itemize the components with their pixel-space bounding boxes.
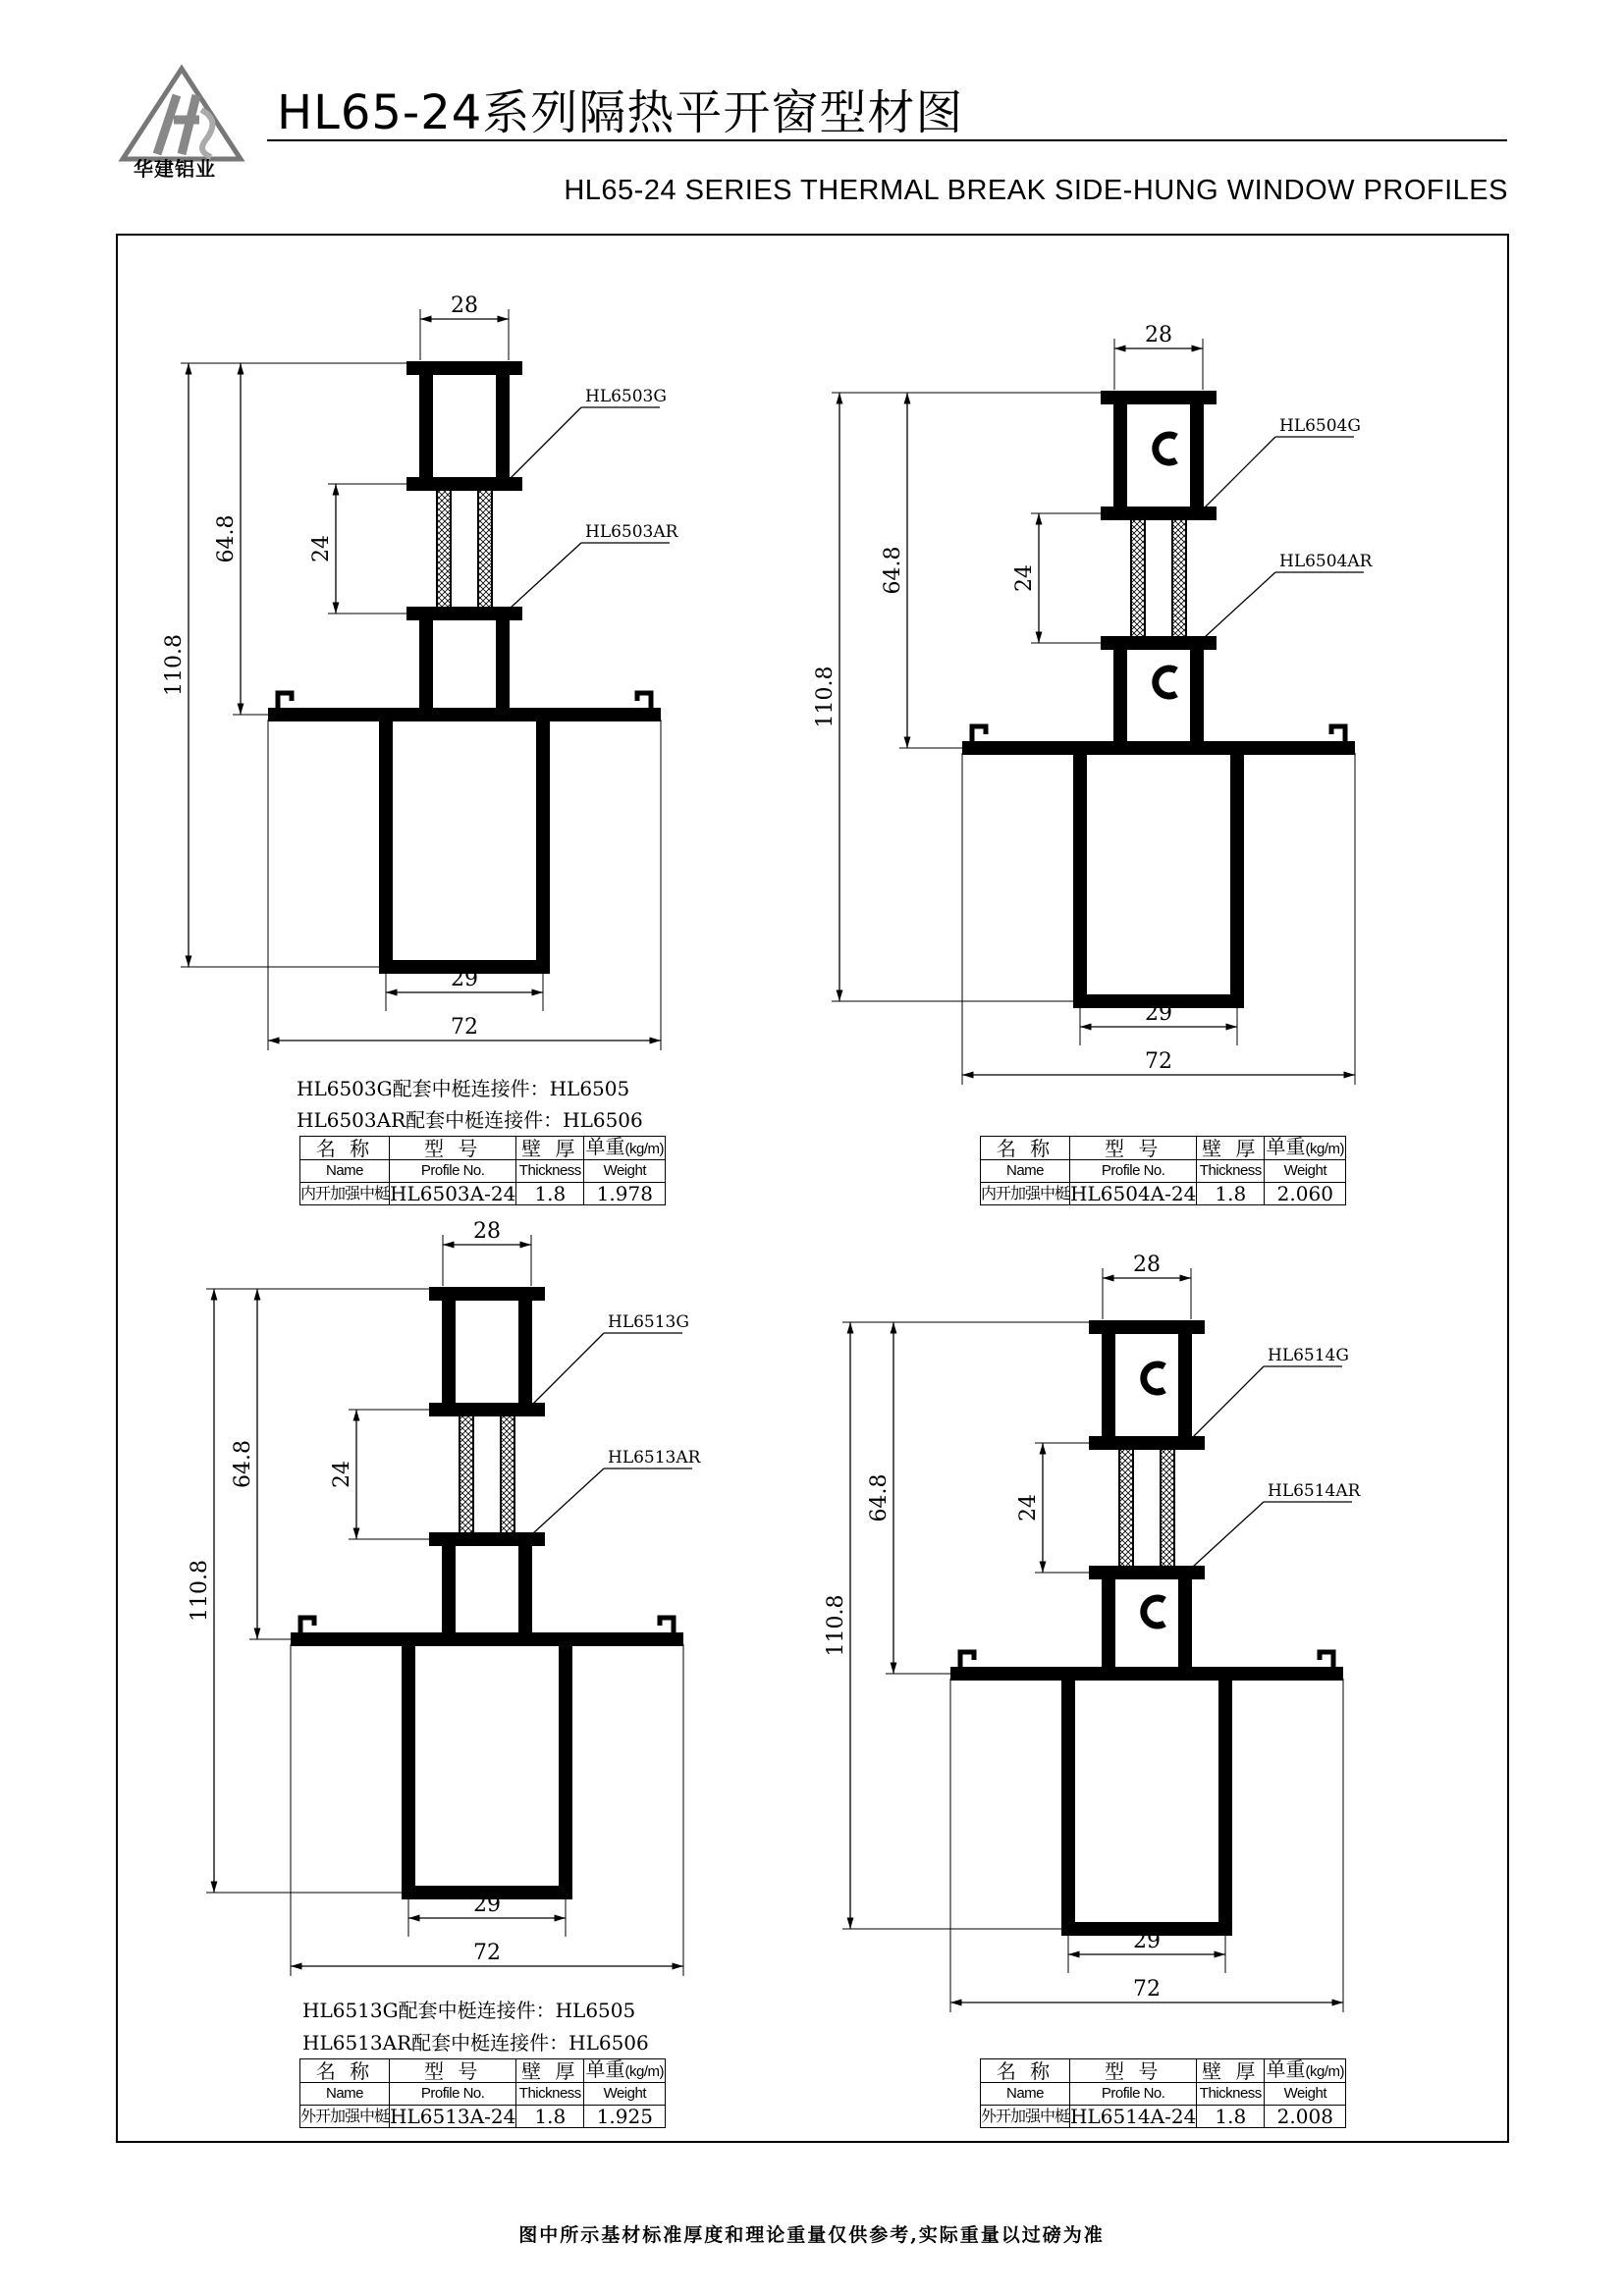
dim-bottom-width: 29 [473, 1893, 501, 1917]
dim-base-width: 72 [473, 1941, 501, 1965]
dim-total-height: 110.8 [162, 634, 187, 696]
note-3-line-1: HL6513G配套中梃连接件：HL6505 [302, 1999, 636, 2022]
note-1-line-1: HL6503G配套中梃连接件：HL6505 [297, 1077, 630, 1100]
dim-bottom-width: 29 [1145, 1001, 1172, 1026]
spec-table-3: 名 称 型 号 壁 厚 单重(kg/m) Name Profile No. Thickness Weight 外开加强中梃 HL6513A-24 1.8 1.925 [300, 2057, 665, 2128]
thermal-strip-left [1131, 513, 1145, 643]
dim-top-width: 28 [1133, 1253, 1161, 1277]
note-1-line-2: HL6503AR配套中梃连接件：HL6506 [297, 1108, 643, 1132]
part-label-bottom: HL6504AR [1279, 552, 1373, 571]
dim-upper-height: 64.8 [867, 1473, 892, 1522]
dim-base-width: 72 [451, 1015, 478, 1040]
top-box [426, 368, 503, 484]
bottom-tube [1080, 748, 1237, 1001]
table-row: 外开加强中梃 HL6514A-24 1.8 2.008 [981, 2106, 1346, 2128]
footnote: 图中所示基材标准厚度和理论重量仅供参考,实际重量以过磅为准 [518, 2224, 1105, 2246]
page-title-english: HL65-24 SERIES THERMAL BREAK SIDE-HUNG WINDOW PROFILES [564, 175, 1508, 206]
dim-total-height: 110.8 [813, 666, 838, 728]
table-row: 内开加强中梃 HL6503A-24 1.8 1.978 [300, 1183, 666, 1205]
profile-drawing-2 [813, 323, 1374, 1085]
c-clip-icon [1144, 1598, 1164, 1626]
dim-strip: 24 [1016, 1494, 1041, 1522]
dim-total-height: 110.8 [188, 1560, 212, 1622]
part-label-top: HL6513G [608, 1312, 689, 1332]
dim-top-width: 28 [473, 1219, 501, 1244]
dim-bottom-width: 29 [1133, 1929, 1161, 1953]
bottom-tube [1068, 1674, 1225, 1929]
spec-table-1: 名 称 型 号 壁 厚 单重(kg/m) Name Profile No. Thickness Weight 内开加强中梃 HL6503A-24 1.8 1.978 [300, 1135, 665, 1205]
thermal-strip-right [1172, 513, 1186, 643]
thermal-strip-right [501, 1410, 514, 1539]
dim-total-height: 110.8 [824, 1594, 848, 1657]
thermal-strip-right [1161, 1443, 1174, 1573]
c-clip-icon [1156, 435, 1176, 462]
note-3-line-2: HL6513AR配套中梃连接件：HL6506 [302, 2031, 649, 2055]
thermal-strip-left [1119, 1443, 1133, 1573]
spec-table-4: 名 称 型 号 壁 厚 单重(kg/m) Name Profile No. Thickness Weight 外开加强中梃 HL6514A-24 1.8 2.008 [981, 2057, 1345, 2128]
c-clip-icon [1144, 1364, 1164, 1392]
dim-base-width: 72 [1133, 1977, 1161, 2002]
profile-drawing-4 [824, 1253, 1362, 2012]
table-row: 内开加强中梃 HL6504A-24 1.8 2.060 [981, 1183, 1346, 1205]
dim-bottom-width: 29 [451, 967, 478, 991]
part-label-bottom: HL6514AR [1268, 1481, 1361, 1501]
dim-strip: 24 [1012, 564, 1037, 592]
company-logo-text: 华建铝业 [134, 157, 216, 181]
part-label-top: HL6503G [585, 387, 667, 406]
table-row: 外开加强中梃 HL6513A-24 1.8 1.925 [300, 2106, 666, 2128]
c-clip-icon [1156, 668, 1176, 696]
thermal-strip-left [437, 484, 451, 614]
dim-base-width: 72 [1145, 1049, 1172, 1074]
dim-upper-height: 64.8 [881, 546, 905, 595]
spec-table-2: 名 称 型 号 壁 厚 单重(kg/m) Name Profile No. Thickness Weight 内开加强中梃 HL6504A-24 1.8 2.060 [981, 1135, 1345, 1205]
lower-box [449, 1539, 525, 1639]
page-title: HL65-24系列隔热平开窗型材图 [277, 85, 964, 140]
part-label-bottom: HL6503AR [585, 522, 678, 542]
dim-strip: 24 [309, 535, 334, 562]
dim-strip: 24 [330, 1461, 354, 1488]
part-label-top: HL6514G [1268, 1346, 1349, 1365]
part-label-top: HL6504G [1279, 416, 1361, 436]
lower-box [426, 614, 503, 715]
profile-drawing-3 [188, 1219, 702, 1976]
top-box [449, 1294, 525, 1410]
thermal-strip-left [460, 1410, 473, 1539]
dim-top-width: 28 [1145, 323, 1172, 347]
bottom-tube [408, 1639, 566, 1893]
dim-upper-height: 64.8 [214, 514, 239, 563]
part-label-bottom: HL6513AR [608, 1448, 701, 1468]
profile-drawing-1 [162, 294, 679, 1050]
dim-upper-height: 64.8 [231, 1440, 255, 1488]
dim-top-width: 28 [451, 294, 478, 318]
thermal-strip-right [478, 484, 492, 614]
bottom-tube [386, 715, 543, 967]
